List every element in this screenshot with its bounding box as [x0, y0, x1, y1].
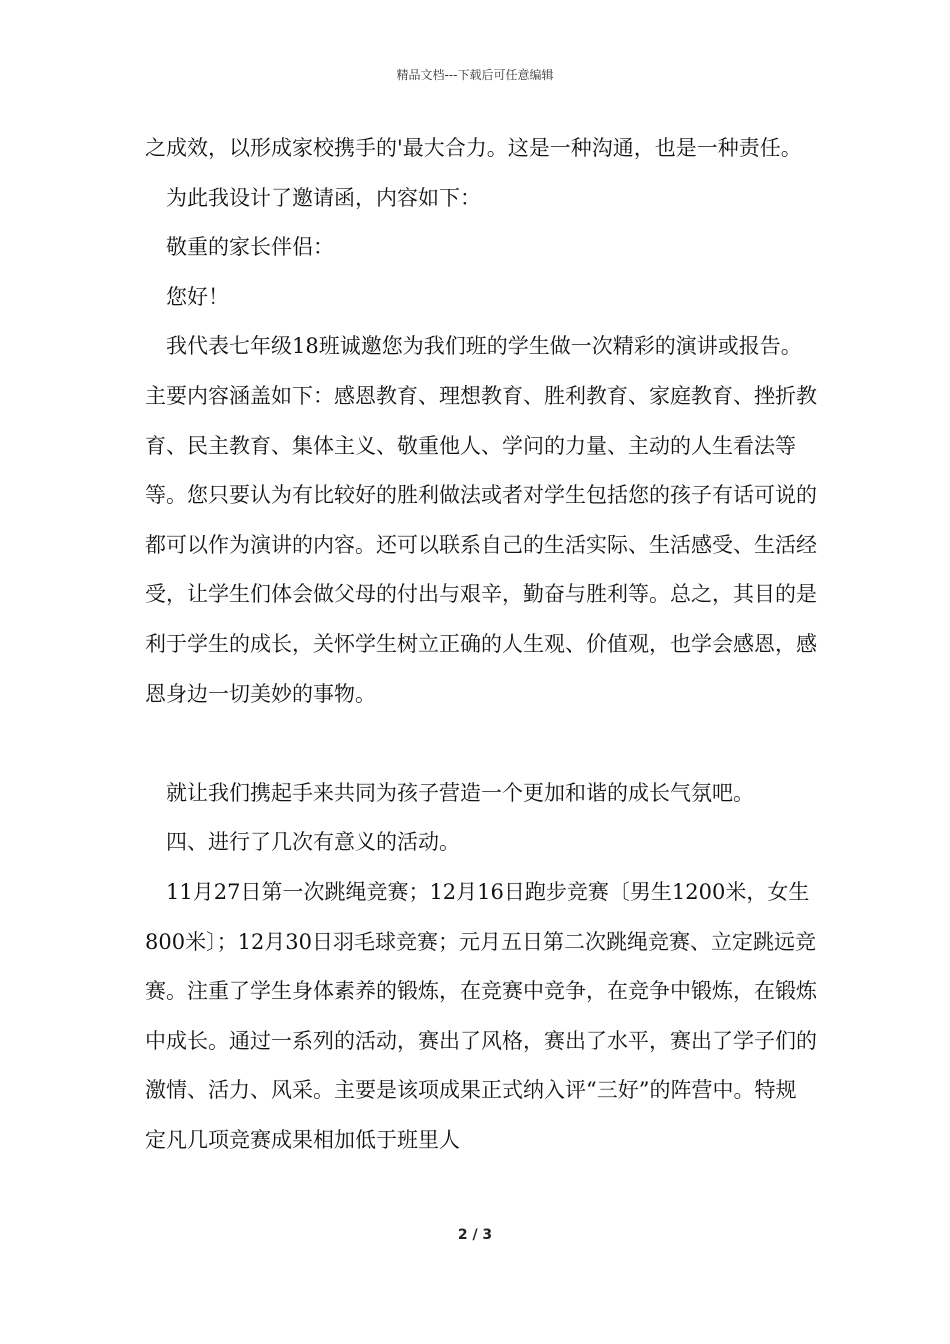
paragraph-invitation-intro: 为此我设计了邀请函，内容如下： — [166, 185, 481, 210]
page-header: 精品文档---下载后可任意编辑 — [396, 68, 554, 82]
paragraph-activities: 11月27日第一次跳绳竞赛；12月16日跑步竞赛〔男生1200米，女生800米〕；12月30日羽毛球竞赛；元月五日第二次跳绳竞赛、立定跳远竞赛。注重了学生身体素养的锻炼，在竞赛中竞争，在竞争中锻炼，在锻炼中成长。通过一系列的活动，赛出了风格，赛出了水平，赛出了学子们的激情、活力、风采。主要是该项成果正式纳入评“三好”的阵营中。特规定凡几项竞赛成果相加低于班里人 — [145, 879, 817, 1152]
paragraph-closing: 就让我们携起手来共同为孩子营造一个更加和谐的成长气氛吧。 — [166, 780, 754, 805]
paragraph-spacer — [145, 719, 817, 769]
page-number: 2 / 3 — [457, 1227, 493, 1243]
section-heading-activities: 四、进行了几次有意义的活动。 — [166, 830, 460, 855]
paragraph-greeting: 您好！ — [166, 284, 229, 309]
paragraph-invitation-content: 我代表七年级18班诚邀您为我们班的学生做一次精彩的演讲或报告。主要内容涵盖如下：感恩教育、理想教育、胜利教育、家庭教育、挫折教育、民主教育、集体主义、敬重他人、学问的力量、主动的人生看法等等。您只要认为有比较好的胜利做法或者对学生包括您的孩子有话可说的都可以作为演讲的内容。还可以联系自己的生活实际、生活感受、生活经受，让学生们体会做父母的付出与艰辛，勤奋与胜利等。总之，其目的是利于学生的成长，关怀学生树立正确的人生观、价值观，也学会感恩，感恩身边一切美妙的事物。 — [145, 334, 817, 706]
document-body — [145, 124, 817, 1165]
paragraph-cooperation: 之成效，以形成家校携手的'最大合力。这是一种沟通，也是一种责任。 — [145, 136, 802, 160]
paragraph-salutation: 敬重的家长伴侣： — [166, 235, 334, 260]
